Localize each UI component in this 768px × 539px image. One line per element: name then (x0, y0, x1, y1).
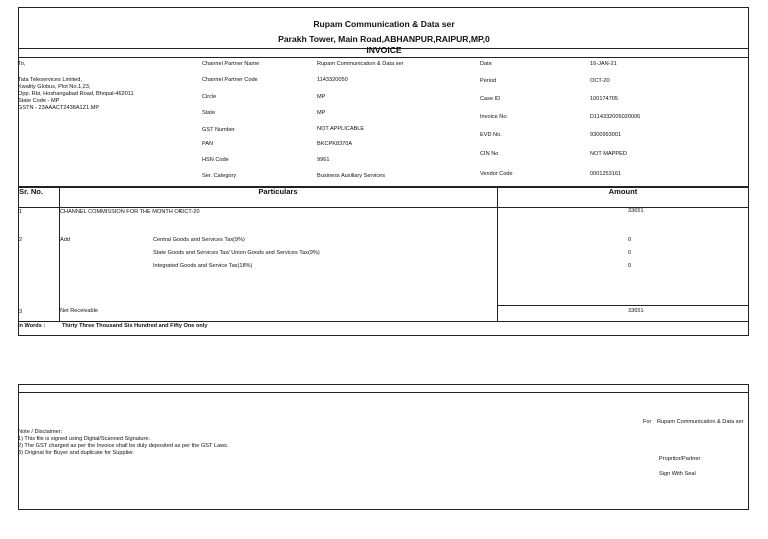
detail-value: Rupam Communication & Data ser (317, 61, 404, 67)
row-amount: 33651 (628, 208, 644, 214)
add-label: Add (60, 237, 70, 243)
row-particular: CHANNEL COMMISSION FOR THE MONTH OF (60, 209, 183, 215)
bill-to-line: State Code - MP (18, 98, 60, 104)
in-words-value: Thirty Three Thousand Six Hundred and Fifty One only (62, 323, 208, 329)
detail-label: Invoice No. (480, 114, 508, 120)
detail-label: GST Number (202, 127, 235, 133)
bill-to-block (18, 61, 134, 112)
proprietor-label: Propritor/Partner (659, 456, 701, 462)
for-label: For (643, 419, 652, 425)
detail-label: Vendor Code (480, 171, 513, 177)
net-receivable-label: Net Receivable (60, 308, 98, 314)
detail-label: EVD No. (480, 132, 502, 138)
tax-name: Central Goods and Services Tax(9%) (153, 237, 245, 243)
in-words-divider (18, 321, 749, 322)
detail-value: BKCPK8370A (317, 141, 353, 147)
detail-value: NOT MAPPED (590, 151, 627, 157)
detail-value: MP (317, 94, 326, 100)
bill-to-line: To, (18, 61, 26, 67)
for-company: Rupam Communication & Data ser (657, 419, 744, 425)
detail-value: 9961 (317, 157, 330, 163)
detail-value: Business Auxiliary Services (317, 173, 386, 179)
detail-label: CIN No (480, 151, 499, 157)
footer-right-border (748, 384, 749, 510)
bill-to-line: Kwality Globus, Plot No.1,23, (18, 84, 91, 90)
sign-seal-label: Sign With Seal (659, 471, 696, 477)
company-name: Rupam Communication & Data ser (313, 19, 455, 29)
amount-total-divider (497, 305, 749, 306)
row-sr: 3 (19, 309, 23, 315)
detail-value: NOT APPLICABLE (317, 126, 365, 132)
note-line: 2) The GST charged as per the Invoice shall be duly deposited as per the GST Laws. (18, 443, 229, 449)
amount-header: Amount (608, 187, 638, 196)
row-month: OCT-20 (180, 209, 200, 215)
tax-amount: 0 (628, 237, 632, 243)
tax-amount: 0 (628, 263, 632, 269)
detail-label: Circle (202, 94, 217, 100)
top-border (18, 7, 749, 8)
details-divider (18, 57, 749, 58)
note-line: 1) This file is signed using Digital/Scanned Signature. (18, 436, 151, 442)
in-words-label: In Words : (18, 323, 46, 329)
footer-top-border (18, 384, 749, 385)
tax-amount: 0 (628, 250, 632, 256)
detail-value: 1143320050 (317, 77, 348, 83)
bill-to-line: GSTN - 23AAACT2438A1Z1.MP (18, 105, 100, 111)
detail-value: 0001253161 (590, 171, 622, 177)
detail-label: Channel Partner Code (202, 77, 258, 83)
detail-value: 16-JAN-21 (590, 61, 617, 67)
particulars-header: Particulars (258, 187, 298, 196)
detail-value: 100174705 (590, 96, 618, 102)
disclaimer-block (18, 429, 229, 457)
footer-bottom-border (18, 509, 749, 510)
row-sr: 2 (19, 237, 23, 243)
detail-label: Period (480, 78, 497, 84)
top-box-bottom (18, 335, 749, 336)
amount-col-divider (497, 186, 498, 321)
note-title: Note / Disclaimer: (18, 429, 63, 435)
detail-label: Channel Partner Name (202, 61, 260, 67)
detail-value: OCT-20 (590, 78, 610, 84)
detail-value: D114332005020006 (590, 114, 641, 120)
doc-title: INVOICE (366, 45, 402, 55)
tax-name: State Goods and Services Tax/ Union Goods and Services Tax(9%) (153, 250, 320, 256)
bill-to-line: Opp. Rbi, Hoshangabad Road, Bhopal-462011 (18, 91, 134, 97)
detail-label: State (202, 110, 216, 116)
bill-to-spacer (18, 68, 134, 77)
detail-label: Case ID (480, 96, 501, 102)
sr-col-divider (59, 186, 60, 321)
detail-label: PAN (202, 141, 214, 147)
company-address: Parakh Tower, Main Road,ABHANPUR,RAIPUR,MP,0 (278, 34, 490, 44)
row-sr: 1 (19, 209, 23, 215)
bill-to-line: Tata Teleservices Limited, (18, 77, 82, 83)
detail-label: Ser. Category (202, 173, 237, 179)
net-receivable-amount: 33651 (628, 308, 644, 314)
detail-label: HSN Code (202, 157, 229, 163)
note-line: 3) Original for Buyer and duplicate for Supplier. (18, 450, 135, 456)
detail-label: Date (480, 61, 492, 67)
sr-no-header: Sr. No. (19, 187, 44, 196)
detail-value: 9300993001 (590, 132, 622, 138)
footer-inner-divider (18, 392, 749, 393)
detail-value: MP (317, 110, 326, 116)
tax-name: Integrated Goods and Service Tax(18%) (153, 263, 253, 269)
